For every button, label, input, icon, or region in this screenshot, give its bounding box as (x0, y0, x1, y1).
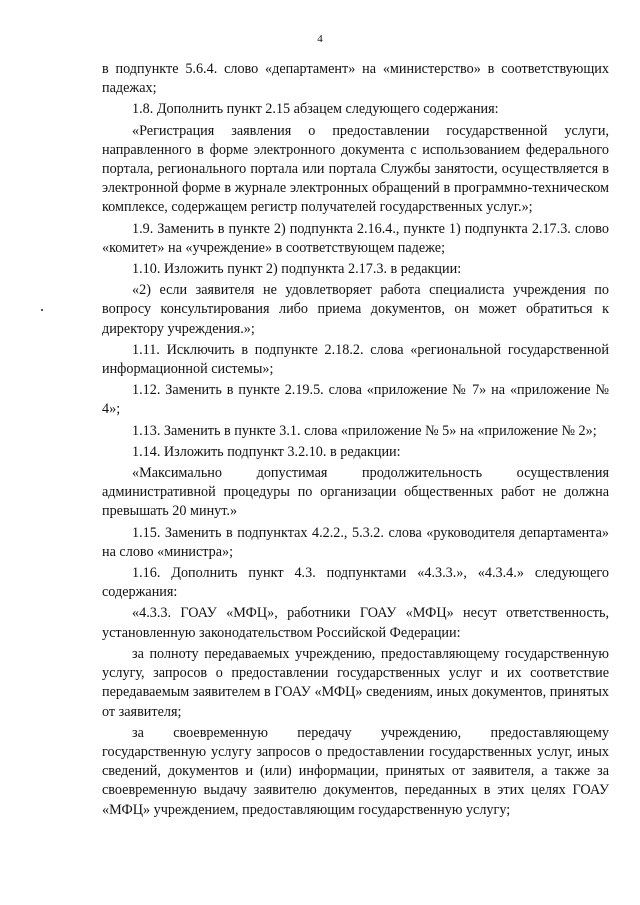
paragraph: за полноту передаваемых учреждению, предоставляющему государственную услугу, запросов о предоставлении государственных услуг и их соответствие передаваемым заявителем в ГОАУ «МФЦ» сведениям, иных документов, принятых от заявителя; (102, 645, 609, 720)
document-body (102, 60, 609, 822)
paragraph: 1.14. Изложить подпункт 3.2.10. в редакции: (132, 443, 401, 460)
paragraph: 1.13. Заменить в пункте 3.1. слова «приложение № 5» на «приложение № 2»; (132, 422, 597, 439)
paragraph: 1.10. Изложить пункт 2) подпункта 2.17.3. в редакции: (132, 261, 462, 278)
paragraph: «2) если заявителя не удовлетворяет работа специалиста учреждения по вопросу консультирования либо приема документов, он может обратиться к директору учреждения.»; (102, 282, 609, 337)
paragraph: «Регистрация заявления о предоставлении государственной услуги, направленного в форме электронного документа с использованием федерального портала, регионального портала или портала Службы занятости, осуществляется в электронной форме в журнале электронных обращений в программно-техническом комплексе, содержащем регистр получателей государственных услуг.»; (102, 122, 609, 216)
paragraph: 1.12. Заменить в пункте 2.19.5. слова «приложение № 7» на «приложение № 4»; (102, 382, 609, 418)
paragraph: 1.8. Дополнить пункт 2.15 абзацем следующего содержания: (132, 101, 499, 118)
paragraph: 1.9. Заменить в пункте 2) подпункта 2.16.4., пункте 1) подпункта 2.17.3. слово «комитет» на «учреждение» в соответствующем падеже; (102, 220, 609, 256)
paragraph: в подпункте 5.6.4. слово «департамент» на «министерство» в соответствующих падежах; (102, 61, 609, 97)
paragraph: 1.15. Заменить в подпунктах 4.2.2., 5.3.2. слова «руководителя департамента» на слово «министра»; (102, 524, 609, 560)
margin-mark (41, 309, 43, 311)
paragraph: «Максимально допустимая продолжительность осуществления административной процедуры по организации общественных работ не должна превышать 20 минут.» (102, 465, 609, 520)
paragraph: за своевременную передачу учреждению, предоставляющему государственную услугу запросов о предоставлении государственных услуг, иных сведений, документов и (или) информации, принятых от заявителя, а также за своевременную выдачу заявителю документов, переданных в этих целях ГОАУ «МФЦ» учреждением, предоставляющим государственную услугу; (102, 724, 609, 818)
paragraph: 1.16. Дополнить пункт 4.3. подпунктами «4.3.3.», «4.3.4.» следующего содержания: (102, 565, 609, 601)
page-number: 4 (317, 33, 323, 45)
paragraph: «4.3.3. ГОАУ «МФЦ», работники ГОАУ «МФЦ» несут ответственность, установленную законодательством Российской Федерации: (102, 605, 609, 641)
paragraph: 1.11. Исключить в подпункте 2.18.2. слова «региональной государственной информационной системы»; (102, 341, 609, 378)
